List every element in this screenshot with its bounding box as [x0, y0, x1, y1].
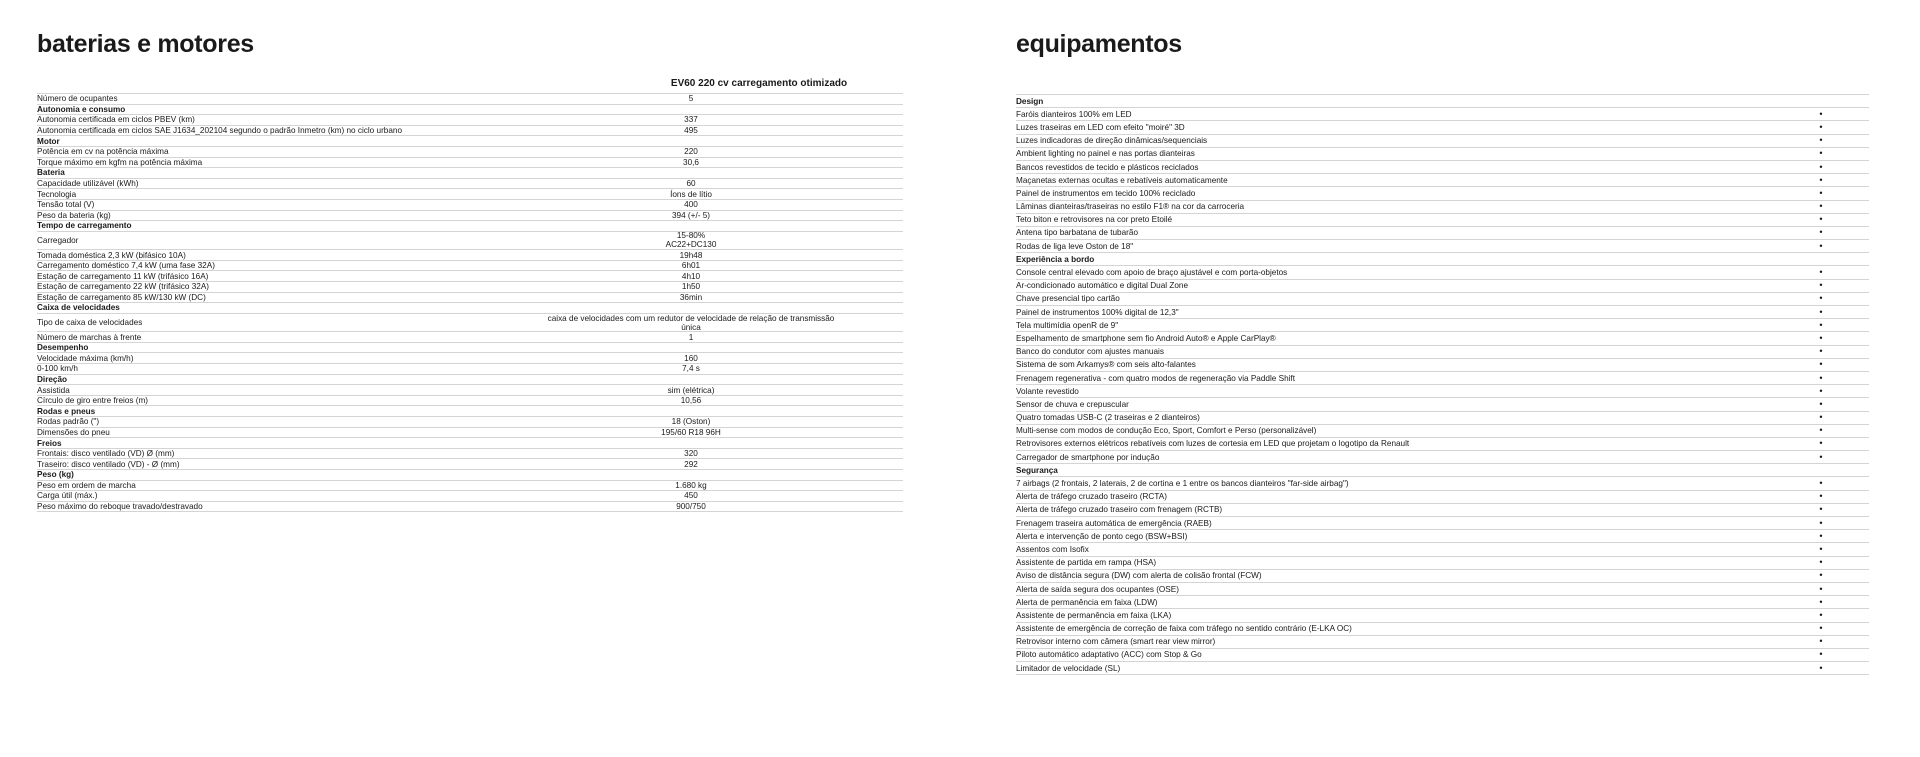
equipment-label: Faróis dianteiros 100% em LED: [1016, 109, 1132, 119]
spec-column-header: [37, 76, 903, 92]
equipment-label: Assistente de partida em rampa (HSA): [1016, 558, 1157, 568]
spec-label: Estação de carregamento 85 kW/130 kW (DC): [37, 292, 206, 302]
equipment-row: [1016, 240, 1869, 253]
spec-value: [479, 200, 903, 209]
spec-value-line: Íons de lítio: [670, 189, 712, 199]
spec-label: Tensão total (V): [37, 200, 95, 210]
equipment-label: Design: [1016, 96, 1044, 106]
equipment-row: [1016, 266, 1869, 279]
equipment-label: Frenagem traseira automática de emergência (RAEB): [1016, 518, 1212, 528]
spec-value-line: 337: [684, 115, 698, 125]
equipment-label: Tela multimídia openR de 9": [1016, 320, 1119, 330]
spec-row: [37, 491, 903, 502]
spec-row: [37, 481, 903, 492]
equipment-row: [1016, 280, 1869, 293]
spec-value-line: 18 (Oston): [671, 417, 711, 427]
spec-value: [479, 481, 903, 490]
equipment-row: [1016, 530, 1869, 543]
equipment-row: [1016, 412, 1869, 425]
availability-dot-icon: •: [1819, 491, 1823, 502]
availability-dot-icon: •: [1819, 438, 1823, 449]
spec-label: Estação de carregamento 22 kW (trifásico 32A): [37, 282, 210, 292]
spec-row: [37, 271, 903, 282]
spec-value-line: 19h48: [679, 250, 703, 260]
spec-value: [479, 158, 903, 167]
equipment-row: [1016, 491, 1869, 504]
spec-value-line: 900/750: [676, 502, 706, 512]
availability-dot-icon: •: [1819, 372, 1823, 383]
equipment-row: [1016, 623, 1869, 636]
equipment-label: Luzes traseiras em LED com efeito "moiré" 3D: [1016, 122, 1185, 132]
equipment-label: Alerta de tráfego cruzado traseiro (RCTA): [1016, 492, 1167, 502]
spec-label: Frontais: disco ventilado (VD) Ø (mm): [37, 449, 175, 459]
equipment-row: [1016, 174, 1869, 187]
spec-row: [37, 211, 903, 222]
equipment-row: [1016, 609, 1869, 622]
spec-table: [37, 76, 903, 512]
equipment-list: [1016, 94, 1869, 675]
spec-value: [479, 449, 903, 458]
spec-value: [479, 354, 903, 363]
spec-label: Rodas padrão ("): [37, 417, 100, 427]
page-title-baterias: baterias e motores: [37, 30, 254, 58]
availability-dot-icon: •: [1819, 543, 1823, 554]
equipment-label: Quatro tomadas USB-C (2 traseiras e 2 dianteiros): [1016, 413, 1200, 423]
equipment-label: Painel de instrumentos em tecido 100% reciclado: [1016, 188, 1196, 198]
equipment-row: [1016, 583, 1869, 596]
equipment-row: [1016, 385, 1869, 398]
equipment-label: Alerta de permanência em faixa (LDW): [1016, 597, 1158, 607]
spec-value: [479, 293, 903, 302]
spec-value: [479, 282, 903, 291]
equipment-label: Chave presencial tipo cartão: [1016, 294, 1120, 304]
equipment-row: [1016, 148, 1869, 161]
spec-row: [37, 449, 903, 460]
equipment-row: [1016, 477, 1869, 490]
spec-label: Carregador: [37, 235, 79, 245]
availability-dot-icon: •: [1819, 227, 1823, 238]
equipment-row: [1016, 662, 1869, 675]
spec-value-line: 1h50: [681, 282, 701, 292]
spec-label: Carregamento doméstico 7,4 kW (uma fase 32A): [37, 261, 215, 271]
spec-row: [37, 126, 903, 137]
equipment-row: [1016, 201, 1869, 214]
spec-row: [37, 314, 903, 333]
spec-label: Peso da bateria (kg): [37, 210, 111, 220]
availability-dot-icon: •: [1819, 121, 1823, 132]
spec-value-line: 320: [684, 449, 698, 459]
spec-label: Tipo de caixa de velocidades: [37, 318, 143, 328]
equipment-label: Alerta e intervenção de ponto cego (BSW+BSI): [1016, 531, 1188, 541]
equipment-label: Sensor de chuva e crepuscular: [1016, 399, 1129, 409]
availability-dot-icon: •: [1819, 478, 1823, 489]
spec-value: [479, 94, 903, 103]
spec-value-line: 394 (+/- 5): [672, 210, 710, 220]
equipment-label: Retrovisores externos elétricos rebatíveis com luzes de cortesia em LED que projetam o logotipo da Renault: [1016, 439, 1410, 449]
spec-value-line: AC22+DC130: [665, 240, 717, 250]
spec-row: [37, 115, 903, 126]
equipment-row: [1016, 227, 1869, 240]
spec-label: Assistida: [37, 385, 70, 395]
availability-dot-icon: •: [1819, 530, 1823, 541]
spec-value-line: 1.680 kg: [675, 480, 707, 490]
equipment-row: [1016, 108, 1869, 121]
spec-row: [37, 385, 903, 396]
equipment-row: [1016, 649, 1869, 662]
spec-label: Caixa de velocidades: [37, 303, 120, 313]
spec-row: [37, 261, 903, 272]
spec-value-line: 195/60 R18 96H: [661, 427, 721, 437]
spec-value-line: 160: [684, 353, 698, 363]
spec-value: [479, 251, 903, 260]
spec-value: [479, 211, 903, 220]
equipment-label: Sistema de som Arkamys® com seis alto-falantes: [1016, 360, 1196, 370]
availability-dot-icon: •: [1819, 148, 1823, 159]
spec-row: [37, 332, 903, 343]
spec-value: [479, 428, 903, 437]
equipment-label: Rodas de liga leve Oston de 18": [1016, 241, 1134, 251]
availability-dot-icon: •: [1819, 398, 1823, 409]
spec-label: Tomada doméstica 2,3 kW (bifásico 10A): [37, 250, 186, 260]
spec-value-line: sim (elétrica): [667, 385, 715, 395]
spec-label: Torque máximo em kgfm na potência máxima: [37, 157, 203, 167]
spec-section-header: [37, 406, 903, 417]
availability-dot-icon: •: [1819, 583, 1823, 594]
equipment-label: Segurança: [1016, 465, 1058, 475]
spec-row: [37, 293, 903, 304]
spec-label: Autonomia certificada em ciclos SAE J1634_202104 segundo o padrão Inmetro (km) no ciclo urbano: [37, 126, 403, 136]
spec-row: [37, 502, 903, 513]
equipment-label: Antena tipo barbatana de tubarão: [1016, 228, 1139, 238]
equipment-row: [1016, 398, 1869, 411]
equipment-label: Assistente de emergência de correção de faixa com tráfego no sentido contrário (E-LKA OC): [1016, 624, 1352, 634]
spec-value-line: 6h01: [681, 261, 701, 271]
equipment-row: [1016, 319, 1869, 332]
spec-label: Número de ocupantes: [37, 94, 118, 104]
spec-row: [37, 179, 903, 190]
spec-value-line: 220: [684, 147, 698, 157]
spec-value-line: 7,4 s: [682, 364, 700, 374]
availability-dot-icon: •: [1819, 161, 1823, 172]
equipment-label: Banco do condutor com ajustes manuais: [1016, 347, 1164, 357]
availability-dot-icon: •: [1819, 187, 1823, 198]
spec-row: [37, 147, 903, 158]
equipment-section-header: [1016, 95, 1869, 108]
spec-row: [37, 428, 903, 439]
equipment-row: [1016, 438, 1869, 451]
availability-dot-icon: •: [1819, 240, 1823, 251]
availability-dot-icon: •: [1819, 623, 1823, 634]
spec-row: [37, 364, 903, 375]
spec-label: Bateria: [37, 168, 65, 178]
availability-dot-icon: •: [1819, 636, 1823, 647]
equipment-section-header: [1016, 253, 1869, 266]
spec-row: [37, 459, 903, 470]
spec-label: Traseiro: disco ventilado (VD) - Ø (mm): [37, 459, 180, 469]
equipment-label: Experiência a bordo: [1016, 254, 1095, 264]
spec-row: [37, 158, 903, 169]
availability-dot-icon: •: [1819, 332, 1823, 343]
equipment-label: Volante revestido: [1016, 386, 1079, 396]
equipment-row: [1016, 306, 1869, 319]
spec-value-line: caixa de velocidades com um redutor de velocidade de relação de transmissão: [547, 313, 835, 323]
spec-value: [479, 231, 903, 249]
availability-dot-icon: •: [1819, 412, 1823, 423]
equipment-row: [1016, 517, 1869, 530]
spec-row: [37, 353, 903, 364]
spec-value-line: 10,56: [680, 396, 702, 406]
availability-dot-icon: •: [1819, 570, 1823, 581]
equipment-row: [1016, 121, 1869, 134]
spec-row: [37, 396, 903, 407]
equipment-label: Aviso de distância segura (DW) com alerta de colisão frontal (FCW): [1016, 571, 1262, 581]
equipment-label: Maçanetas externas ocultas e rebatíveis automaticamente: [1016, 175, 1228, 185]
equipment-label: Alerta de saída segura dos ocupantes (OSE): [1016, 584, 1179, 594]
availability-dot-icon: •: [1819, 517, 1823, 528]
equipment-label: Alerta de tráfego cruzado traseiro com frenagem (RCTB): [1016, 505, 1223, 515]
spec-value: [479, 417, 903, 426]
spec-label: Número de marchas à frente: [37, 332, 142, 342]
availability-dot-icon: •: [1819, 135, 1823, 146]
availability-dot-icon: •: [1819, 306, 1823, 317]
spec-row: [37, 250, 903, 261]
equipment-label: Carregador de smartphone por indução: [1016, 452, 1160, 462]
spec-value-line: 30,6: [683, 157, 699, 167]
spec-label: Dimensões do pneu: [37, 427, 110, 437]
availability-dot-icon: •: [1819, 267, 1823, 278]
equipment-label: Console central elevado com apoio de braço ajustável e com porta-objetos: [1016, 268, 1288, 278]
spec-label: Peso em ordem de marcha: [37, 480, 136, 490]
spec-section-header: [37, 105, 903, 116]
spec-label: Peso máximo do reboque travado/destravado: [37, 502, 203, 512]
spec-label: Peso (kg): [37, 470, 74, 480]
availability-dot-icon: •: [1819, 662, 1823, 673]
spec-value: [479, 386, 903, 395]
equipment-row: [1016, 596, 1869, 609]
spec-value: [479, 147, 903, 156]
spec-label: Carga útil (máx.): [37, 491, 98, 501]
spec-label: Potência em cv na potência máxima: [37, 147, 169, 157]
availability-dot-icon: •: [1819, 609, 1823, 620]
availability-dot-icon: •: [1819, 201, 1823, 212]
equipment-label: Ar-condicionado automático e digital Dual Zone: [1016, 281, 1189, 291]
spec-label: 0-100 km/h: [37, 364, 78, 374]
availability-dot-icon: •: [1819, 214, 1823, 225]
availability-dot-icon: •: [1819, 346, 1823, 357]
spec-label: Velocidade máxima (km/h): [37, 353, 134, 363]
availability-dot-icon: •: [1819, 504, 1823, 515]
availability-dot-icon: •: [1819, 174, 1823, 185]
spec-value: [479, 115, 903, 124]
spec-value-line: 1: [688, 332, 694, 342]
equipment-row: [1016, 346, 1869, 359]
equipment-label: Ambient lighting no painel e nas portas dianteiras: [1016, 149, 1195, 159]
spec-value-line: 450: [684, 491, 698, 501]
spec-label: Freios: [37, 438, 62, 448]
equipment-row: [1016, 293, 1869, 306]
spec-section-header: [37, 438, 903, 449]
availability-dot-icon: •: [1819, 385, 1823, 396]
spec-rows: [37, 93, 903, 512]
equipment-label: Multi-sense com modos de condução Eco, Sport, Comfort e Perso (personalizável): [1016, 426, 1317, 436]
spec-label: Capacidade utilizável (kWh): [37, 179, 139, 189]
equipment-label: Piloto automático adaptativo (ACC) com Stop & Go: [1016, 650, 1202, 660]
page-title-equipamentos: equipamentos: [1016, 30, 1182, 58]
spec-value-line: 495: [684, 126, 698, 136]
spec-row: [37, 189, 903, 200]
spec-value: [479, 333, 903, 342]
equipment-row: [1016, 570, 1869, 583]
spec-section-header: [37, 470, 903, 481]
spec-value: [479, 491, 903, 500]
spec-value: [479, 364, 903, 373]
spec-value: [479, 502, 903, 511]
spec-label: Rodas e pneus: [37, 406, 96, 416]
spec-row: [37, 232, 903, 251]
spec-value: [479, 314, 903, 332]
availability-dot-icon: •: [1819, 596, 1823, 607]
equipment-label: 7 airbags (2 frontais, 2 laterais, 2 de cortina e 1 entre os bancos dianteiros "far-side airbag"): [1016, 479, 1349, 489]
spec-value: [479, 396, 903, 405]
equipment-label: Assentos com Isofix: [1016, 544, 1089, 554]
spec-value: [479, 272, 903, 281]
equipment-row: [1016, 359, 1869, 372]
spec-label: Estação de carregamento 11 kW (trifásico 16A): [37, 271, 209, 281]
spec-value-line: 292: [684, 459, 698, 469]
availability-dot-icon: •: [1819, 451, 1823, 462]
equipment-label: Teto biton e retrovisores na cor preto Etoilé: [1016, 215, 1173, 225]
spec-label: Autonomia certificada em ciclos PBEV (km): [37, 115, 195, 125]
spec-section-header: [37, 136, 903, 147]
availability-dot-icon: •: [1819, 557, 1823, 568]
spec-value-line: 15-80%: [676, 231, 706, 241]
spec-value-line: 36min: [679, 292, 703, 302]
equipment-row: [1016, 504, 1869, 517]
equipment-label: Limitador de velocidade (SL): [1016, 663, 1121, 673]
equipment-label: Lâminas dianteiras/traseiras no estilo F1® na cor da carroceria: [1016, 202, 1245, 212]
spec-value-line: 4h10: [681, 271, 701, 281]
equipment-label: Retrovisor interno com câmera (smart rear view mirror): [1016, 637, 1216, 647]
spec-row: [37, 282, 903, 293]
equipment-label: Luzes indicadoras de direção dinâmicas/sequenciais: [1016, 136, 1208, 146]
availability-dot-icon: •: [1819, 319, 1823, 330]
spec-row: [37, 200, 903, 211]
equipment-row: [1016, 161, 1869, 174]
equipment-section-header: [1016, 464, 1869, 477]
spec-section-header: [37, 168, 903, 179]
spec-section-header: [37, 221, 903, 232]
availability-dot-icon: •: [1819, 280, 1823, 291]
equipment-row: [1016, 451, 1869, 464]
equipment-label: Bancos revestidos de tecido e plásticos reciclados: [1016, 162, 1199, 172]
spec-section-header: [37, 375, 903, 386]
equipment-row: [1016, 425, 1869, 438]
availability-dot-icon: •: [1819, 649, 1823, 660]
equipment-label: Frenagem regenerativa - com quatro modos de regeneração via Paddle Shift: [1016, 373, 1295, 383]
equipment-row: [1016, 187, 1869, 200]
spec-value: [479, 126, 903, 135]
spec-label: Desempenho: [37, 343, 89, 353]
equipment-row: [1016, 372, 1869, 385]
spec-section-header: [37, 303, 903, 314]
spec-value: [479, 190, 903, 199]
equipment-label: Assistente de permanência em faixa (LKA): [1016, 610, 1172, 620]
equipment-row: [1016, 557, 1869, 570]
spec-label: Motor: [37, 136, 60, 146]
availability-dot-icon: •: [1819, 359, 1823, 370]
equipment-label: Painel de instrumentos 100% digital de 12,3": [1016, 307, 1179, 317]
equipment-row: [1016, 135, 1869, 148]
equipment-row: [1016, 543, 1869, 556]
spec-row: [37, 417, 903, 428]
spec-value-line: 60: [686, 179, 696, 189]
spec-section-header: [37, 343, 903, 354]
spec-label: Tempo de carregamento: [37, 221, 132, 231]
availability-dot-icon: •: [1819, 293, 1823, 304]
spec-value-line: única: [681, 322, 701, 332]
equipment-row: [1016, 636, 1869, 649]
spec-value: [479, 179, 903, 188]
availability-dot-icon: •: [1819, 425, 1823, 436]
spec-value-line: 5: [688, 94, 694, 104]
spec-value: [479, 261, 903, 270]
spec-label: Tecnologia: [37, 189, 77, 199]
spec-row: [37, 94, 903, 105]
spec-label: Direção: [37, 374, 68, 384]
availability-dot-icon: •: [1819, 108, 1823, 119]
spec-value-line: 400: [684, 200, 698, 210]
spec-label: Círculo de giro entre freios (m): [37, 396, 149, 406]
spec-label: Autonomia e consumo: [37, 104, 126, 114]
version-header: EV60 220 cv carregamento otimizado: [670, 78, 848, 89]
equipment-row: [1016, 332, 1869, 345]
equipment-label: Espelhamento de smartphone sem fio Android Auto® e Apple CarPlay®: [1016, 333, 1276, 343]
equipment-row: [1016, 214, 1869, 227]
spec-value: [479, 460, 903, 469]
